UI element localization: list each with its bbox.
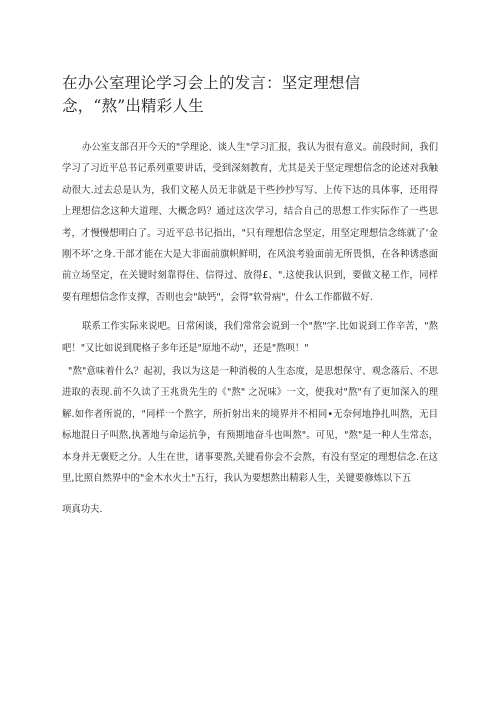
paragraph-1: 办公室支部召开今天的"学理论、谈人生"学习汇报，我认为很有意义。前段时间，我们学习了习近平总书记系列重要讲话，受到深刻教育，尤其是关于坚定理想信念的论述对我触动很大.过去总是认为，我们文秘人员无非就是干些抄抄写写、上传下达的具体事，还用得上理想信念这种大道理、大概念吗？通过这次学习，结合自己的思想工作实际作了一些思考，才慢慢想明白了。习近平总书记指出，"只有理想信念坚定，用坚定理想信念练就了‘金刚不坏’之身.干部才能在大是大非面前旗帜鲜明，在风浪考验面前无所畏惧，在各种诱惑面前立场坚定，在关键时刻靠得住、信得过、放得£、".这使我认识到，要做文秘工作，同样要有理想信念作支撑，否则也会"缺钙"，会得"软骨病"，什么工作都做不好. [62, 142, 438, 303]
paragraph-4: 项真功夫. [62, 503, 103, 515]
paragraph-2: 联系工作实际来说吧。日常闲谈，我们常常会说到一个"熬"字.比如说到工作辛苦，"熬吧！"又比如说到爬格子多年还是"原地不动"，还是"熬呗！" [62, 321, 438, 354]
paragraph-3: "熬"意味着什么？起初，我以为这是一种消极的人生态度，是思想保守、观念落后、不思进取的表现.前不久读了王兆贵先生的《"熬" 之况味》一文，使我对"熬"有了更加深入的理解.如作者所说的，"同样一个熬字，所折射出来的境界并不相同•无奈何地挣扎叫熬，无目标地混日子叫熬,执著地与命运抗争，有预期地奋斗也叫熬"。可见，"熬"是一种人生常态，本身并无褒贬之分。人生在世，诸事要熬,关键看你会不会熬，有没有坚定的理想信念.在这里,比照自然界中的"金木水火土"五行，我认为要想熬出精彩人生，关键要修炼以下五 [62, 366, 438, 485]
document-title: 在办公室理论学习会上的发言：坚定理想信念，“熬”出精彩人生 [62, 74, 361, 115]
